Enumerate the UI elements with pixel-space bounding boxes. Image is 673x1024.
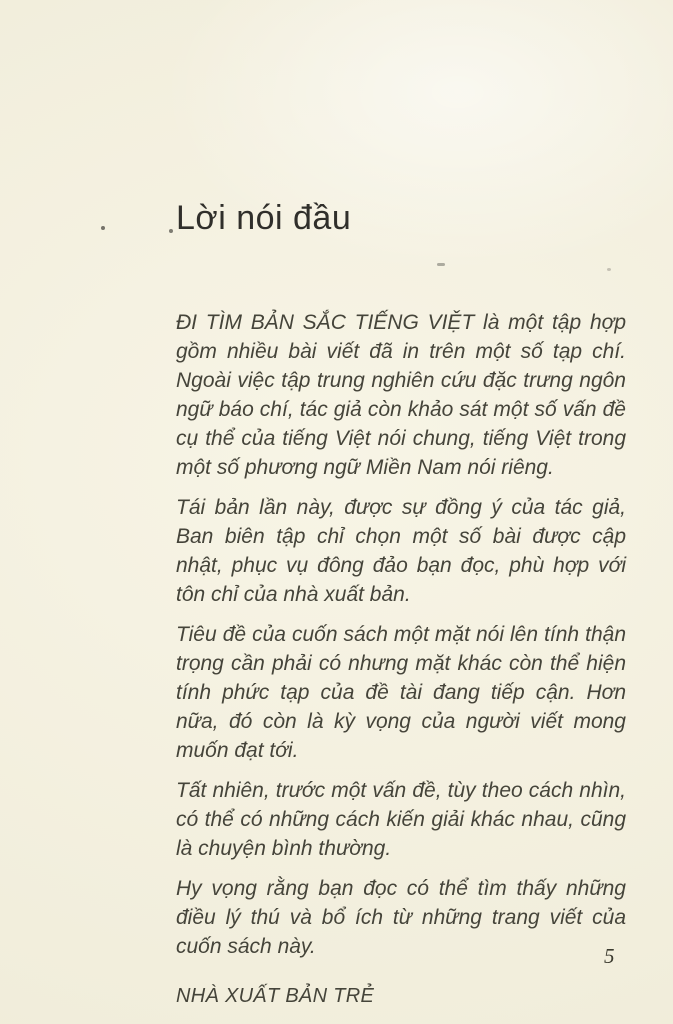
paragraph: Tiêu đề của cuốn sách một mặt nói lên tính thận trọng cần phải có nhưng mặt khác còn thể hiện tính phức tạp của đề tài đang tiếp cận. Hơn nữa, đó còn là kỳ vọng của người viết mong muốn đạt tới. xyxy=(176,623,626,762)
page-title: Lời nói đầu xyxy=(176,199,352,237)
paragraph: Tái bản lần này, được sự đồng ý của tác giả, Ban biên tập chỉ chọn một số bài được cập nhật, phục vụ đông đảo bạn đọc, phù hợp với tôn chỉ của nhà xuất bản. xyxy=(176,496,626,606)
preface-body xyxy=(176,308,626,961)
paragraph: Hy vọng rằng bạn đọc có thể tìm thấy những điều lý thú và bổ ích từ những trang viết của cuốn sách này. xyxy=(176,877,626,958)
page-content xyxy=(176,196,626,1008)
scan-speck xyxy=(169,229,173,233)
scan-speck xyxy=(101,226,105,230)
page-number: 5 xyxy=(604,944,615,968)
paragraph: Tất nhiên, trước một vấn đề, tùy theo cách nhìn, có thể có những cách kiến giải khác nhau, cũng là chuyện bình thường. xyxy=(176,779,626,860)
publisher-signature: NHÀ XUẤT BẢN TRẺ xyxy=(176,985,375,1007)
paragraph: ĐI TÌM BẢN SẮC TIẾNG VIỆT là một tập hợp gồm nhiều bài viết đã in trên một số tạp chí. Ngoài việc tập trung nghiên cứu đặc trưng ngôn ngữ báo chí, tác giả còn khảo sát một số vấn đề cụ thể của tiếng Việt nói chung, tiếng Việt trong một số phương ngữ Miền Nam nói riêng. xyxy=(176,311,626,479)
